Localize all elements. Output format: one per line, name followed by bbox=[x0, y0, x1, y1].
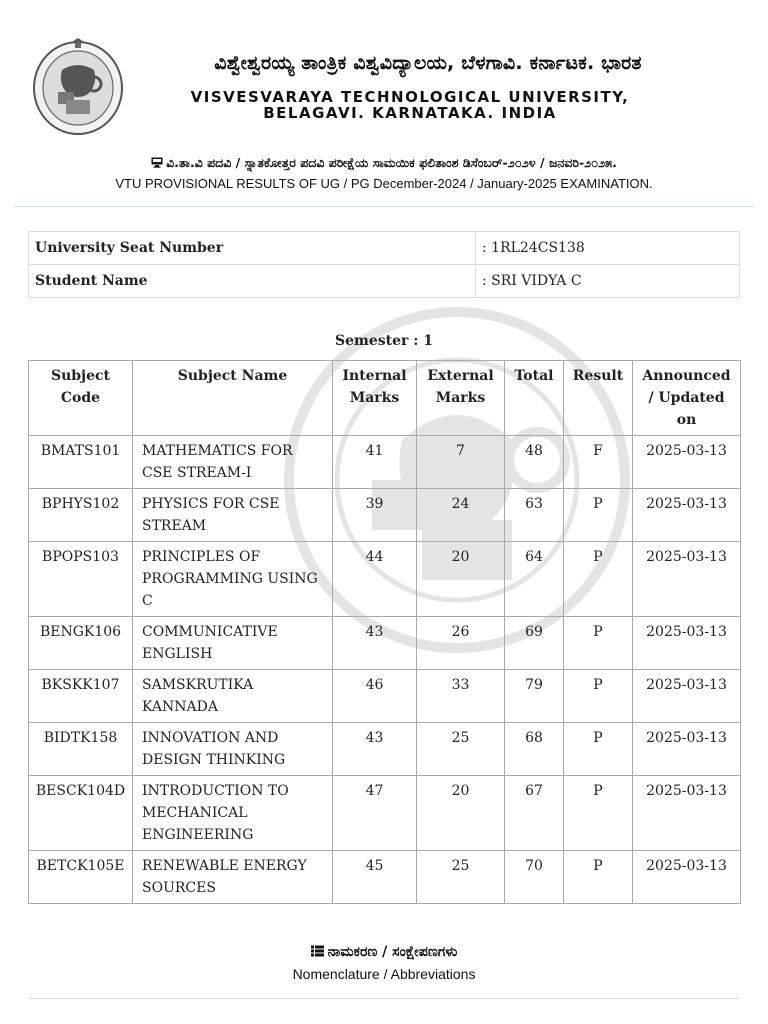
announced-date: 2025-03-13 bbox=[633, 489, 741, 542]
marks-table-header bbox=[29, 361, 741, 436]
university-location: BELAGAVI. KARNATAKA. INDIA bbox=[263, 104, 557, 122]
external-marks: 20 bbox=[417, 776, 505, 851]
result: P bbox=[564, 542, 633, 617]
result: F bbox=[564, 436, 633, 489]
subject-code: BKSKK107 bbox=[29, 670, 133, 723]
subject-name: INTRODUCTION TO MECHANICAL ENGINEERING bbox=[133, 776, 333, 851]
seat-number-label: University Seat Number bbox=[29, 232, 476, 265]
announced-date: 2025-03-13 bbox=[633, 776, 741, 851]
page-header bbox=[0, 0, 768, 191]
nomenclature-kannada-text: ನಾಮಕರಣ / ಸಂಕ್ಷೇಪಣಗಳು bbox=[327, 944, 458, 960]
table-row bbox=[29, 851, 741, 904]
subject-code: BMATS101 bbox=[29, 436, 133, 489]
subject-code: BIDTK158 bbox=[29, 723, 133, 776]
result: P bbox=[564, 776, 633, 851]
result: P bbox=[564, 489, 633, 542]
announced-date: 2025-03-13 bbox=[633, 670, 741, 723]
header-internal-marks: Internal Marks bbox=[333, 361, 417, 436]
result: P bbox=[564, 670, 633, 723]
subject-code: BETCK105E bbox=[29, 851, 133, 904]
external-marks: 33 bbox=[417, 670, 505, 723]
university-name-kannada: ವಿಶ್ವೇಶ್ವರಯ್ಯ ತಾಂತ್ರಿಕ ವಿಶ್ವವಿದ್ಯಾಲಯ, ಬೆಳಗಾವಿ. ಕರ್ನಾಟಕ. ಭಾರತ bbox=[214, 52, 642, 74]
result: P bbox=[564, 617, 633, 670]
header-result: Result bbox=[564, 361, 633, 436]
subject-code: BPHYS102 bbox=[29, 489, 133, 542]
external-marks: 7 bbox=[417, 436, 505, 489]
internal-marks: 44 bbox=[333, 542, 417, 617]
nomenclature-heading-english: Nomenclature / Abbreviations bbox=[292, 966, 476, 982]
table-row bbox=[29, 489, 741, 542]
header-external-marks: External Marks bbox=[417, 361, 505, 436]
semester-label: Semester : 1 bbox=[334, 333, 434, 349]
table-row bbox=[29, 723, 741, 776]
total-marks: 48 bbox=[505, 436, 564, 489]
subject-name: SAMSKRUTIKA KANNADA bbox=[133, 670, 333, 723]
subject-name: PRINCIPLES OF PROGRAMMING USING C bbox=[133, 542, 333, 617]
subject-name: INNOVATION AND DESIGN THINKING bbox=[133, 723, 333, 776]
external-marks: 20 bbox=[417, 542, 505, 617]
external-marks: 25 bbox=[417, 723, 505, 776]
results-title-kannada-text: ವಿ.ತಾ.ವಿ ಪದವಿ / ಸ್ನಾತಕೋತ್ತರ ಪದವಿ ಪರೀಕ್ಷೆಯ ಸಾಮಯಿಕ ಫಲಿತಾಂಶ ಡಿಸೆಂಬರ್-೨೦೨೪ / ಜನವರಿ-೨೦೨೫. bbox=[166, 155, 617, 170]
internal-marks: 41 bbox=[333, 436, 417, 489]
marks-table bbox=[28, 360, 741, 904]
internal-marks: 47 bbox=[333, 776, 417, 851]
nomenclature-heading-kannada bbox=[0, 944, 768, 960]
external-marks: 24 bbox=[417, 489, 505, 542]
result: P bbox=[564, 723, 633, 776]
results-title-kannada bbox=[0, 155, 768, 171]
table-row bbox=[29, 542, 741, 617]
total-marks: 67 bbox=[505, 776, 564, 851]
announced-date: 2025-03-13 bbox=[633, 436, 741, 489]
seat-number-value: : 1RL24CS138 bbox=[476, 232, 740, 265]
header-total: Total bbox=[505, 361, 564, 436]
list-icon bbox=[311, 945, 324, 957]
announced-date: 2025-03-13 bbox=[633, 542, 741, 617]
student-name-value: : SRI VIDYA C bbox=[476, 265, 740, 298]
result: P bbox=[564, 851, 633, 904]
internal-marks: 43 bbox=[333, 617, 417, 670]
table-row bbox=[29, 670, 741, 723]
seat-number-row bbox=[29, 232, 740, 265]
subject-name: COMMUNICATIVE ENGLISH bbox=[133, 617, 333, 670]
student-name-label: Student Name bbox=[29, 265, 476, 298]
student-info-table bbox=[28, 231, 740, 298]
header-divider bbox=[14, 206, 754, 207]
subject-name: PHYSICS FOR CSE STREAM bbox=[133, 489, 333, 542]
footer-divider bbox=[28, 998, 740, 999]
student-name-row bbox=[29, 265, 740, 298]
announced-date: 2025-03-13 bbox=[633, 723, 741, 776]
total-marks: 69 bbox=[505, 617, 564, 670]
header-subject-name: Subject Name bbox=[133, 361, 333, 436]
total-marks: 79 bbox=[505, 670, 564, 723]
total-marks: 64 bbox=[505, 542, 564, 617]
announced-date: 2025-03-13 bbox=[633, 617, 741, 670]
internal-marks: 39 bbox=[333, 489, 417, 542]
total-marks: 63 bbox=[505, 489, 564, 542]
subject-name: MATHEMATICS FOR CSE STREAM-I bbox=[133, 436, 333, 489]
total-marks: 70 bbox=[505, 851, 564, 904]
internal-marks: 45 bbox=[333, 851, 417, 904]
subject-name: RENEWABLE ENERGY SOURCES bbox=[133, 851, 333, 904]
announced-date: 2025-03-13 bbox=[633, 851, 741, 904]
subject-code: BENGK106 bbox=[29, 617, 133, 670]
results-title-english: VTU PROVISIONAL RESULTS OF UG / PG December-2024 / January-2025 EXAMINATION. bbox=[115, 176, 653, 191]
table-row bbox=[29, 776, 741, 851]
header-subject-code: Subject Code bbox=[29, 361, 133, 436]
table-row bbox=[29, 617, 741, 670]
internal-marks: 43 bbox=[333, 723, 417, 776]
total-marks: 68 bbox=[505, 723, 564, 776]
university-seal-icon bbox=[32, 36, 124, 136]
external-marks: 25 bbox=[417, 851, 505, 904]
desktop-icon bbox=[151, 157, 163, 168]
table-row bbox=[29, 436, 741, 489]
internal-marks: 46 bbox=[333, 670, 417, 723]
subject-code: BESCK104D bbox=[29, 776, 133, 851]
external-marks: 26 bbox=[417, 617, 505, 670]
subject-code: BPOPS103 bbox=[29, 542, 133, 617]
header-announced: Announced / Updated on bbox=[633, 361, 741, 436]
university-name-english: VISVESVARAYA TECHNOLOGICAL UNIVERSITY, bbox=[190, 88, 630, 106]
